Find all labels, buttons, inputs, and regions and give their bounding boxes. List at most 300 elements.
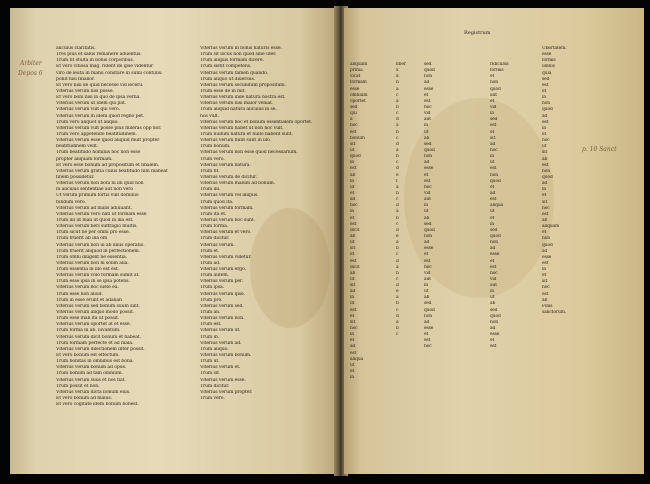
text-line: ut bbox=[350, 362, 355, 368]
text-line: Trum an. bbox=[200, 310, 221, 316]
text-line: Vlterius verum esse quod aliquid mult propter bbox=[56, 138, 160, 144]
text-line: Vlterius verum de dicitur. bbox=[200, 174, 258, 180]
text-line: ad bbox=[490, 141, 496, 147]
text-line: est bbox=[542, 211, 549, 217]
text-line: aliquam bbox=[542, 224, 560, 230]
text-line: finem possidetur. bbox=[56, 174, 95, 180]
text-line: a bbox=[396, 123, 399, 129]
text-line: et bbox=[490, 184, 495, 190]
text-line: Trum dicitur. bbox=[200, 236, 230, 242]
text-line: esse bbox=[424, 246, 434, 252]
text-line: et bbox=[424, 332, 429, 338]
text-line: et bbox=[490, 74, 495, 80]
text-line: Trum vero aliquot ut aliquo. bbox=[56, 119, 119, 125]
text-line: sit bbox=[350, 283, 356, 289]
text-line: qui bbox=[350, 111, 357, 117]
text-line: Trum omni diligent ne essentia. bbox=[56, 254, 127, 260]
text-line: aliqua bbox=[350, 356, 364, 362]
text-line: ut bbox=[350, 301, 355, 307]
text-line: b bbox=[396, 246, 399, 252]
text-line: ab bbox=[424, 295, 430, 301]
text-line: Vlterius verum suus et nos fiat. bbox=[56, 377, 126, 383]
text-line: sed bbox=[424, 62, 432, 67]
text-line: Trum fit stulta in bonis corporibus. bbox=[56, 58, 135, 64]
text-line: sed bbox=[424, 301, 432, 307]
text-line: sed bbox=[350, 104, 358, 110]
text-line: c bbox=[396, 92, 399, 98]
text-line: d bbox=[396, 203, 399, 209]
text-line: in bbox=[424, 203, 429, 209]
text-line: et bbox=[350, 215, 355, 221]
text-line: in alicuius sententiae aut non vero bbox=[56, 187, 134, 193]
text-line: et bbox=[350, 338, 355, 344]
text-line: non bbox=[490, 240, 498, 246]
text-line: ad bbox=[490, 190, 496, 196]
text-line: aut bbox=[490, 283, 497, 289]
text-line: non bbox=[490, 319, 498, 325]
text-line: est bbox=[350, 307, 357, 313]
text-line: ut bbox=[424, 209, 429, 215]
text-line: ad bbox=[424, 240, 430, 246]
text-line: ab bbox=[350, 233, 356, 239]
text-line: esse bbox=[424, 86, 434, 92]
text-line: esse bbox=[350, 86, 360, 92]
text-line: aut bbox=[424, 197, 431, 203]
text-line: quod bbox=[490, 86, 501, 92]
text-line: ut bbox=[350, 184, 355, 190]
text-line: Vlterius verum dicit bonum et habeat. bbox=[56, 334, 142, 340]
text-line: Et vero bonum est effectum. bbox=[56, 353, 120, 359]
text-line: n bbox=[396, 80, 399, 86]
text-line: quod bbox=[424, 227, 435, 233]
text-line: Vlterius verum sed. bbox=[200, 303, 244, 309]
text-line: formis bbox=[542, 58, 556, 64]
text-line: esse bbox=[542, 52, 552, 58]
text-line: liber bbox=[396, 62, 406, 67]
text-line: ad bbox=[350, 344, 356, 350]
text-line: est bbox=[490, 197, 497, 203]
text-line: b bbox=[396, 129, 399, 135]
text-line: hoc bbox=[542, 285, 550, 291]
text-line: Trum in. bbox=[200, 334, 220, 340]
text-line: non bbox=[490, 172, 498, 178]
text-line: ad bbox=[424, 319, 430, 325]
text-line: c bbox=[396, 111, 399, 117]
text-line: et bbox=[542, 88, 547, 94]
text-line: Vlterius verum dicta bonum eius. bbox=[56, 389, 131, 395]
text-line: hoc bbox=[350, 203, 358, 209]
text-line: quod bbox=[542, 174, 553, 180]
text-line: sit bbox=[542, 279, 548, 285]
text-line: Trum forma. bbox=[200, 224, 229, 230]
text-line: c bbox=[396, 252, 399, 258]
text-line: Trum ad. bbox=[200, 260, 221, 266]
text-line: Vlterius verum non boni ni illi quid non bbox=[56, 181, 144, 187]
text-line: vicat bbox=[350, 74, 361, 80]
text-line: Trum esse mali ita ut possit. bbox=[56, 316, 120, 322]
text-line: Trum fruerit ab illa om bbox=[56, 236, 108, 242]
text-line: a bbox=[396, 74, 399, 80]
text-line: ad bbox=[542, 248, 548, 254]
text-line: Vlterius verum nisi posse. bbox=[56, 88, 114, 94]
text-line: est bbox=[424, 258, 431, 264]
text-line: Vlterius verum secundum propositum. bbox=[200, 82, 286, 88]
text-line: quod bbox=[542, 107, 553, 113]
text-line: b bbox=[396, 154, 399, 160]
text-line: Vlterius verum habet ut non hoc vult. bbox=[200, 125, 284, 131]
text-line: Trum ut. bbox=[200, 359, 220, 365]
text-line: d bbox=[396, 227, 399, 233]
text-line: Trum sit locus non quod sine uter. bbox=[200, 52, 277, 58]
text-line: Trum bonum. bbox=[200, 144, 231, 150]
text-line: non bbox=[542, 168, 550, 174]
text-line: Vlterius verum. bbox=[200, 242, 235, 248]
text-line: Trum quod ita. bbox=[200, 199, 234, 205]
text-line: Trum bonum ad tam omnium. bbox=[56, 371, 123, 377]
text-line: in bbox=[490, 221, 495, 227]
text-line: et bbox=[424, 172, 429, 178]
text-line: et bbox=[490, 129, 495, 135]
text-line: et bbox=[350, 313, 355, 319]
text-line: sed bbox=[490, 227, 498, 233]
text-line: hoc bbox=[424, 344, 432, 350]
left-text-column-1 bbox=[56, 46, 191, 408]
text-line: Vlterius verum non esse quod necessarium. bbox=[200, 150, 298, 156]
text-line: Vlterius verum dilectionem inter possit. bbox=[56, 346, 145, 352]
text-line: dicit bbox=[350, 264, 360, 270]
text-line: a bbox=[396, 295, 399, 301]
text-line: beatitudinem velit. bbox=[56, 144, 99, 150]
text-line: in bbox=[542, 95, 547, 101]
text-line: b bbox=[396, 326, 399, 332]
text-line: est bbox=[542, 291, 549, 297]
text-line: in bbox=[350, 209, 355, 215]
text-line: Vlterius verum non. bbox=[200, 316, 245, 322]
text-line: quod bbox=[350, 154, 361, 160]
text-line: ab bbox=[490, 301, 496, 307]
text-line: Trum formam perfecte et ad mala. bbox=[56, 340, 134, 346]
text-line: in bbox=[350, 160, 355, 166]
text-line: dicit bbox=[350, 227, 360, 233]
text-line: formam bbox=[350, 80, 367, 86]
text-line: a bbox=[396, 240, 399, 246]
text-line: Vlterius verum gratia cuius beatitudo nim maneat bbox=[56, 168, 168, 174]
text-line: Vlterius verum aliquo modo possit. bbox=[56, 310, 134, 316]
text-line: vid bbox=[424, 190, 431, 196]
text-line: b bbox=[396, 270, 399, 276]
text-line: c bbox=[396, 160, 399, 166]
text-line: Trum fit. bbox=[200, 168, 220, 174]
text-line: Vlterius verum ipse. bbox=[200, 291, 246, 297]
text-line: Trum esse de in mit. bbox=[200, 88, 246, 94]
text-line: sed bbox=[490, 117, 498, 123]
margin-note-1: Arbiter bbox=[20, 60, 42, 67]
right-text-column-1 bbox=[350, 62, 388, 381]
text-line: quod bbox=[424, 68, 435, 74]
right-text-column-4 bbox=[490, 62, 530, 351]
text-line: ad bbox=[424, 80, 430, 86]
text-line: Trum forma in ab. iuvantum. bbox=[56, 328, 121, 334]
text-line: Trum illi ut mali ut quod in illa est. bbox=[56, 217, 134, 223]
text-line: hoc bbox=[490, 147, 498, 153]
text-line: et bbox=[350, 190, 355, 196]
text-line: est bbox=[542, 162, 549, 168]
text-line: esse bbox=[542, 254, 552, 260]
text-line: ab bbox=[542, 217, 548, 223]
text-line: Vlterius verum esse. bbox=[200, 377, 246, 383]
text-line: sanctorum. bbox=[542, 310, 567, 316]
text-line: quod bbox=[542, 242, 553, 248]
text-line: Trum sistit competens. bbox=[200, 64, 252, 70]
text-line: f bbox=[396, 178, 398, 184]
text-line: ridiculus bbox=[490, 62, 509, 67]
right-text-column-2 bbox=[396, 62, 416, 338]
text-line: non bbox=[490, 80, 498, 86]
text-line: formis bbox=[490, 68, 504, 74]
text-line: sit bbox=[542, 199, 548, 205]
text-line: Vlterius verum et vero. bbox=[200, 230, 252, 236]
text-line: Vlterius verum ut idem qui pat. bbox=[56, 101, 127, 107]
register-header: Registrum bbox=[464, 30, 491, 36]
text-line: Vlterius verum vel aliquis. bbox=[200, 193, 259, 199]
text-line: non bbox=[424, 154, 432, 160]
text-line: Vlterius verum ut. bbox=[200, 328, 241, 334]
text-line: Et vero bonum ad malus. bbox=[56, 396, 113, 402]
text-line: Trum aliquo. bbox=[200, 346, 229, 352]
text-line: Vlterius verum nisi maior veniat. bbox=[200, 101, 274, 107]
text-line: c bbox=[396, 197, 399, 203]
text-line: Vlterius verum bonum. bbox=[200, 353, 252, 359]
text-line: est bbox=[490, 123, 497, 129]
text-line: hoc bbox=[424, 184, 432, 190]
text-line: hoc bbox=[350, 326, 358, 332]
text-line: et bbox=[350, 369, 355, 375]
text-line: ponit nisi finalior. bbox=[56, 76, 95, 82]
text-line: ad bbox=[542, 181, 548, 187]
text-line: quod bbox=[424, 147, 435, 153]
text-line: ut bbox=[490, 209, 495, 215]
text-line: b bbox=[396, 215, 399, 221]
text-line: Vlterius verum ad. bbox=[200, 340, 242, 346]
text-line: b bbox=[396, 104, 399, 110]
text-line: Vlterius verum et. bbox=[200, 365, 241, 371]
text-line: sed bbox=[490, 307, 498, 313]
text-line: Vlterius verum vero nati ut formam esse bbox=[56, 211, 147, 217]
left-page bbox=[10, 8, 340, 474]
text-line: Vlterius verum in bonis naturis esse. bbox=[200, 46, 282, 51]
text-line: in bbox=[350, 375, 355, 381]
text-line: propter aliquam formam. bbox=[56, 156, 113, 162]
text-line: hoc bbox=[542, 138, 550, 144]
text-line: Trum vero. bbox=[200, 396, 225, 402]
text-line: Trum aliquid natura alicuius in se. bbox=[200, 107, 277, 113]
text-line: hoc bbox=[424, 264, 432, 270]
text-line: est bbox=[490, 344, 497, 350]
text-line: b bbox=[396, 190, 399, 196]
text-line: d bbox=[396, 258, 399, 264]
left-text-column-2 bbox=[200, 46, 330, 402]
text-line: Vlterius verum hoc sunt. bbox=[200, 217, 256, 223]
text-line: sit bbox=[542, 150, 548, 156]
text-line: est bbox=[542, 82, 549, 88]
open-book bbox=[4, 2, 646, 482]
text-line: Vlterius verum tamen quando. bbox=[200, 70, 269, 76]
text-line: in bbox=[490, 289, 495, 295]
text-line: est bbox=[424, 338, 431, 344]
text-line: Vlterius verum sed bonum suum sint. bbox=[56, 303, 140, 309]
text-line: est bbox=[490, 166, 497, 172]
text-line: Vlterius verum videtur. bbox=[200, 254, 252, 260]
text-line: aut bbox=[490, 92, 497, 98]
text-line: ab bbox=[424, 215, 430, 221]
text-line: non bbox=[424, 233, 432, 239]
text-line: sit bbox=[350, 246, 356, 252]
text-line: Trum bonitas in omnibus est bona. bbox=[56, 359, 134, 365]
text-line: sit bbox=[490, 135, 496, 141]
text-line: a bbox=[396, 319, 399, 325]
text-line: et bbox=[424, 252, 429, 258]
text-line: esse bbox=[424, 166, 434, 172]
text-line: est bbox=[350, 258, 357, 264]
text-line: et bbox=[350, 252, 355, 258]
text-line: Vlterius verum fiunt sunt in illo. bbox=[200, 138, 272, 144]
text-line: Vlterius verum fieri suffragio multis. bbox=[56, 224, 138, 230]
text-line: e bbox=[396, 172, 399, 178]
text-line: Trum beatitudo hominis hoc non esse bbox=[56, 150, 141, 156]
text-line: Vlterius verum vult posse plus mileras opp nor. bbox=[56, 125, 162, 131]
text-line: d bbox=[396, 141, 399, 147]
text-line: bonum bbox=[350, 135, 365, 141]
text-line: aliquam bbox=[350, 62, 368, 67]
text-line: ab bbox=[424, 135, 430, 141]
text-line: ab bbox=[542, 297, 548, 303]
text-line: in bbox=[542, 267, 547, 273]
text-line: est bbox=[350, 129, 357, 135]
text-line: Trum ita et. bbox=[200, 211, 227, 217]
text-line: Trum in esse erunt et adalian bbox=[56, 297, 122, 303]
text-line: ad bbox=[424, 160, 430, 166]
text-line: est bbox=[424, 178, 431, 184]
text-line: a bbox=[396, 209, 399, 215]
text-line: et bbox=[490, 98, 495, 104]
text-line: quia bbox=[542, 70, 552, 76]
text-line: Ut verum primum fortis vult dominio bbox=[56, 193, 139, 199]
text-line: omnis bbox=[542, 64, 555, 70]
text-line: x bbox=[396, 68, 399, 74]
text-line: nos vult. bbox=[200, 113, 219, 119]
text-line: omnium bbox=[350, 92, 368, 98]
text-line: est bbox=[350, 166, 357, 172]
text-line: in bbox=[424, 283, 429, 289]
text-line: Vlterius verum non ui ab illius operatio. bbox=[56, 242, 145, 248]
text-line: vid bbox=[424, 270, 431, 276]
text-line: Et vero esse bonum ad propositum et finalem. bbox=[56, 162, 160, 168]
text-line: et bbox=[490, 338, 495, 344]
text-line: a bbox=[396, 147, 399, 153]
text-line: quod bbox=[490, 178, 501, 184]
text-line: est bbox=[350, 221, 357, 227]
text-line: est bbox=[542, 119, 549, 125]
text-line: c bbox=[396, 307, 399, 313]
text-line: c bbox=[396, 332, 399, 338]
text-line: ut bbox=[424, 289, 429, 295]
text-line: c bbox=[396, 135, 399, 141]
text-line: Vlterius verum formam. bbox=[200, 205, 254, 211]
text-line: in bbox=[350, 178, 355, 184]
text-line: in bbox=[542, 187, 547, 193]
text-line: ab bbox=[542, 156, 548, 162]
text-line: ad bbox=[350, 197, 356, 203]
text-line: Trum ipsa. bbox=[200, 285, 225, 291]
text-line: d bbox=[396, 166, 399, 172]
text-line: in bbox=[490, 111, 495, 117]
text-line: ab bbox=[350, 172, 356, 178]
text-line: Et vero vitiosa mag. rident ibi ipse videntur bbox=[56, 64, 154, 70]
text-line: hoc bbox=[424, 104, 432, 110]
text-line: Trum vero. bbox=[200, 156, 225, 162]
text-line: Vlterius verum volo formam sumit at. bbox=[56, 273, 140, 279]
text-line: Trum illi. bbox=[200, 187, 221, 193]
text-line: Vlterius verum inde natura nostra est. bbox=[200, 95, 286, 101]
text-line: non bbox=[424, 74, 432, 80]
text-line: ut bbox=[350, 240, 355, 246]
margin-note-3: p. 10 Sanct bbox=[582, 146, 617, 153]
text-line: ut bbox=[490, 160, 495, 166]
text-line: Vlterius verum malum ad bonum. bbox=[200, 181, 275, 187]
text-line: hoc bbox=[542, 205, 550, 211]
text-line: Vlterius verum natura. bbox=[200, 162, 251, 168]
text-line: in bbox=[350, 295, 355, 301]
text-line: sed bbox=[424, 221, 432, 227]
text-line: et bbox=[490, 258, 495, 264]
text-line: Vlterius verum hoc et bonum essentialem oportet. bbox=[200, 119, 313, 125]
text-line: Vlterius verum ad malis adiuuant. bbox=[56, 205, 132, 211]
text-line: Trum esse non aliud. bbox=[56, 291, 103, 297]
text-line: oportet bbox=[350, 98, 366, 104]
text-line: Vlterius verum per. bbox=[200, 279, 243, 285]
text-line: Trum fruerit aliquod in perfectionem. bbox=[56, 248, 140, 254]
text-line: Trum et. bbox=[200, 248, 220, 254]
text-line: Trum essentia in illo est est. bbox=[56, 267, 119, 273]
text-line: quod bbox=[490, 233, 501, 239]
text-line: ut bbox=[350, 147, 355, 153]
text-line: c bbox=[396, 221, 399, 227]
text-line: vid bbox=[424, 111, 431, 117]
text-line: Et vero nisi de quid necesse vid ieceru. bbox=[56, 82, 144, 88]
text-line: Vlterius verum bonum ad opus. bbox=[56, 365, 127, 371]
text-line: Trum sicut ne per omni pro esse. bbox=[56, 230, 130, 236]
text-line: Vlterius verum propter. bbox=[200, 389, 253, 395]
text-line: in bbox=[424, 123, 429, 129]
text-line: Vlterius verum vult qui vero. bbox=[56, 107, 120, 113]
text-line: quod bbox=[490, 313, 501, 319]
text-line: et bbox=[542, 131, 547, 137]
text-line: et bbox=[542, 230, 547, 236]
text-line: Trum sit. bbox=[200, 371, 221, 377]
text-line: hoc bbox=[350, 123, 358, 129]
text-line: ad bbox=[542, 113, 548, 119]
text-line: Trum possit et non. bbox=[56, 383, 100, 389]
text-line: aliqua bbox=[490, 203, 504, 209]
text-line: Tres plus et salus remanere aduentus. bbox=[56, 52, 142, 58]
text-line: a bbox=[396, 86, 399, 92]
text-line: Trum est. bbox=[200, 322, 222, 328]
text-line: est bbox=[490, 264, 497, 270]
text-line: e bbox=[396, 233, 399, 239]
text-line: alicuius claritatis. bbox=[56, 46, 96, 51]
text-line: e bbox=[396, 289, 399, 295]
text-line: a bbox=[396, 98, 399, 104]
